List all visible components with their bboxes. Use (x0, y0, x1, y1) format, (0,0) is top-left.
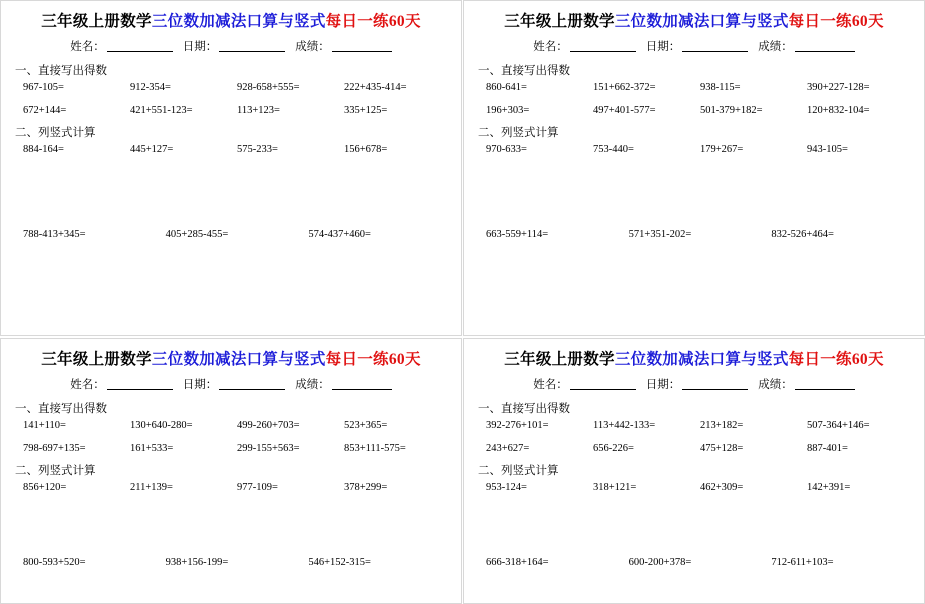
problem: 501-379+182= (700, 105, 763, 116)
meta-row (464, 38, 924, 54)
problem: 179+267= (700, 144, 744, 155)
problem: 663-559+114= (486, 229, 549, 240)
problem: 938-115= (700, 82, 741, 93)
name-blank[interactable] (107, 41, 173, 52)
problem: 390+227-128= (807, 82, 870, 93)
date-field: 日期： (183, 38, 286, 54)
problem: 938+156-199= (165, 557, 229, 568)
problem: 574-437+460= (308, 229, 371, 240)
date-blank[interactable] (219, 41, 285, 52)
problem: 887-401= (807, 443, 848, 454)
problem: 243+627= (486, 443, 530, 454)
problem: 928-658+555= (237, 82, 300, 93)
meta-row (1, 376, 461, 392)
problem: 421+551-123= (130, 105, 193, 116)
page-title (464, 9, 924, 31)
problem: 299-155+563= (237, 443, 300, 454)
oral-grid (1, 82, 461, 116)
problem: 832-526+464= (771, 229, 834, 240)
score-field: 成绩： (758, 38, 855, 54)
problem: 575-233= (237, 144, 278, 155)
title-part-grade: 三年级上册数学 (41, 351, 152, 368)
problem: 141+110= (23, 420, 66, 431)
date-field: 日期： (646, 376, 749, 392)
section-vertical-heading: 二、列竖式计算 (15, 127, 96, 139)
work-space (1, 155, 461, 229)
problem: 222+435-414= (344, 82, 407, 93)
problem: 142+391= (807, 482, 851, 493)
problem: 497+401-577= (593, 105, 656, 116)
problem: 120+832-104= (807, 105, 870, 116)
worksheet-page (0, 0, 462, 336)
section-oral-heading: 一、直接写出得数 (15, 65, 107, 77)
oral-grid (464, 82, 924, 116)
problem: 656-226= (593, 443, 634, 454)
vertical-grid-row1 (464, 144, 924, 155)
problem: 196+303= (486, 105, 530, 116)
vertical-grid-row2 (1, 229, 461, 240)
title-part-grade: 三年级上册数学 (504, 13, 615, 30)
problem: 853+111-575= (344, 443, 406, 454)
problem: 211+139= (130, 482, 173, 493)
vertical-grid-row2 (464, 557, 924, 568)
score-blank[interactable] (332, 379, 392, 390)
name-field: 姓名： (70, 376, 173, 392)
worksheet-page (0, 338, 462, 604)
date-blank[interactable] (682, 41, 748, 52)
problem: 600-200+378= (628, 557, 692, 568)
section-vertical-heading: 二、列竖式计算 (478, 127, 559, 139)
name-blank[interactable] (570, 41, 636, 52)
vertical-grid-row1 (1, 144, 461, 155)
problem: 977-109= (237, 482, 278, 493)
problem: 392-276+101= (486, 420, 549, 431)
problem: 507-364+146= (807, 420, 870, 431)
title-part-grade: 三年级上册数学 (504, 351, 615, 368)
vertical-grid-row1 (464, 482, 924, 493)
name-field: 姓名： (533, 38, 636, 54)
problem: 475+128= (700, 443, 744, 454)
worksheet-page (463, 0, 925, 336)
vertical-grid-row2 (464, 229, 924, 240)
problem: 912-354= (130, 82, 171, 93)
work-space (1, 493, 461, 557)
score-blank[interactable] (795, 41, 855, 52)
problem: 666-318+164= (486, 557, 549, 568)
section-vertical-heading: 二、列竖式计算 (15, 465, 96, 477)
problem: 113+123= (237, 105, 280, 116)
date-field: 日期： (646, 38, 749, 54)
meta-row (1, 38, 461, 54)
name-field: 姓名： (533, 376, 636, 392)
problem: 156+678= (344, 144, 388, 155)
oral-grid (1, 420, 461, 454)
problem: 213+182= (700, 420, 744, 431)
problem: 335+125= (344, 105, 388, 116)
worksheet-page (463, 338, 925, 604)
problem: 151+662-372= (593, 82, 656, 93)
problem: 753-440= (593, 144, 634, 155)
section-vertical-heading: 二、列竖式计算 (478, 465, 559, 477)
problem: 113+442-133= (593, 420, 656, 431)
problem: 788-413+345= (23, 229, 86, 240)
problem: 884-164= (23, 144, 64, 155)
title-part-topic: 三位数加减法口算与竖式 (614, 13, 789, 30)
problem: 571+351-202= (628, 229, 692, 240)
score-field: 成绩： (295, 376, 392, 392)
section-oral-heading: 一、直接写出得数 (478, 65, 570, 77)
problem: 546+152-315= (308, 557, 371, 568)
name-blank[interactable] (107, 379, 173, 390)
problem: 856+120= (23, 482, 67, 493)
title-part-series: 每日一练60天 (325, 13, 421, 30)
problem: 462+309= (700, 482, 744, 493)
title-part-grade: 三年级上册数学 (41, 13, 152, 30)
problem: 445+127= (130, 144, 174, 155)
work-space (464, 155, 924, 229)
title-part-topic: 三位数加减法口算与竖式 (151, 351, 326, 368)
oral-grid (464, 420, 924, 454)
problem: 161+533= (130, 443, 174, 454)
title-part-series: 每日一练60天 (788, 351, 884, 368)
date-field: 日期： (183, 376, 286, 392)
work-space (464, 493, 924, 557)
date-blank[interactable] (682, 379, 748, 390)
problem: 800-593+520= (23, 557, 86, 568)
name-blank[interactable] (570, 379, 636, 390)
problem: 318+121= (593, 482, 637, 493)
meta-row (464, 376, 924, 392)
score-field: 成绩： (758, 376, 855, 392)
vertical-grid-row2 (1, 557, 461, 568)
section-oral-heading: 一、直接写出得数 (478, 403, 570, 415)
problem: 970-633= (486, 144, 527, 155)
page-title (464, 347, 924, 369)
title-part-series: 每日一练60天 (325, 351, 421, 368)
problem: 712-611+103= (771, 557, 834, 568)
title-part-topic: 三位数加减法口算与竖式 (614, 351, 789, 368)
name-field: 姓名： (70, 38, 173, 54)
score-field: 成绩： (295, 38, 392, 54)
score-blank[interactable] (795, 379, 855, 390)
problem: 672+144= (23, 105, 67, 116)
score-blank[interactable] (332, 41, 392, 52)
title-part-topic: 三位数加减法口算与竖式 (151, 13, 326, 30)
page-title (1, 347, 461, 369)
vertical-grid-row1 (1, 482, 461, 493)
section-oral-heading: 一、直接写出得数 (15, 403, 107, 415)
problem: 798-697+135= (23, 443, 86, 454)
problem: 967-105= (23, 82, 64, 93)
problem: 499-260+703= (237, 420, 300, 431)
problem: 953-124= (486, 482, 527, 493)
problem: 943-105= (807, 144, 848, 155)
problem: 130+640-280= (130, 420, 193, 431)
page-title (1, 9, 461, 31)
problem: 378+299= (344, 482, 388, 493)
title-part-series: 每日一练60天 (788, 13, 884, 30)
problem: 405+285-455= (165, 229, 229, 240)
problem: 523+365= (344, 420, 388, 431)
date-blank[interactable] (219, 379, 285, 390)
problem: 860-641= (486, 82, 527, 93)
